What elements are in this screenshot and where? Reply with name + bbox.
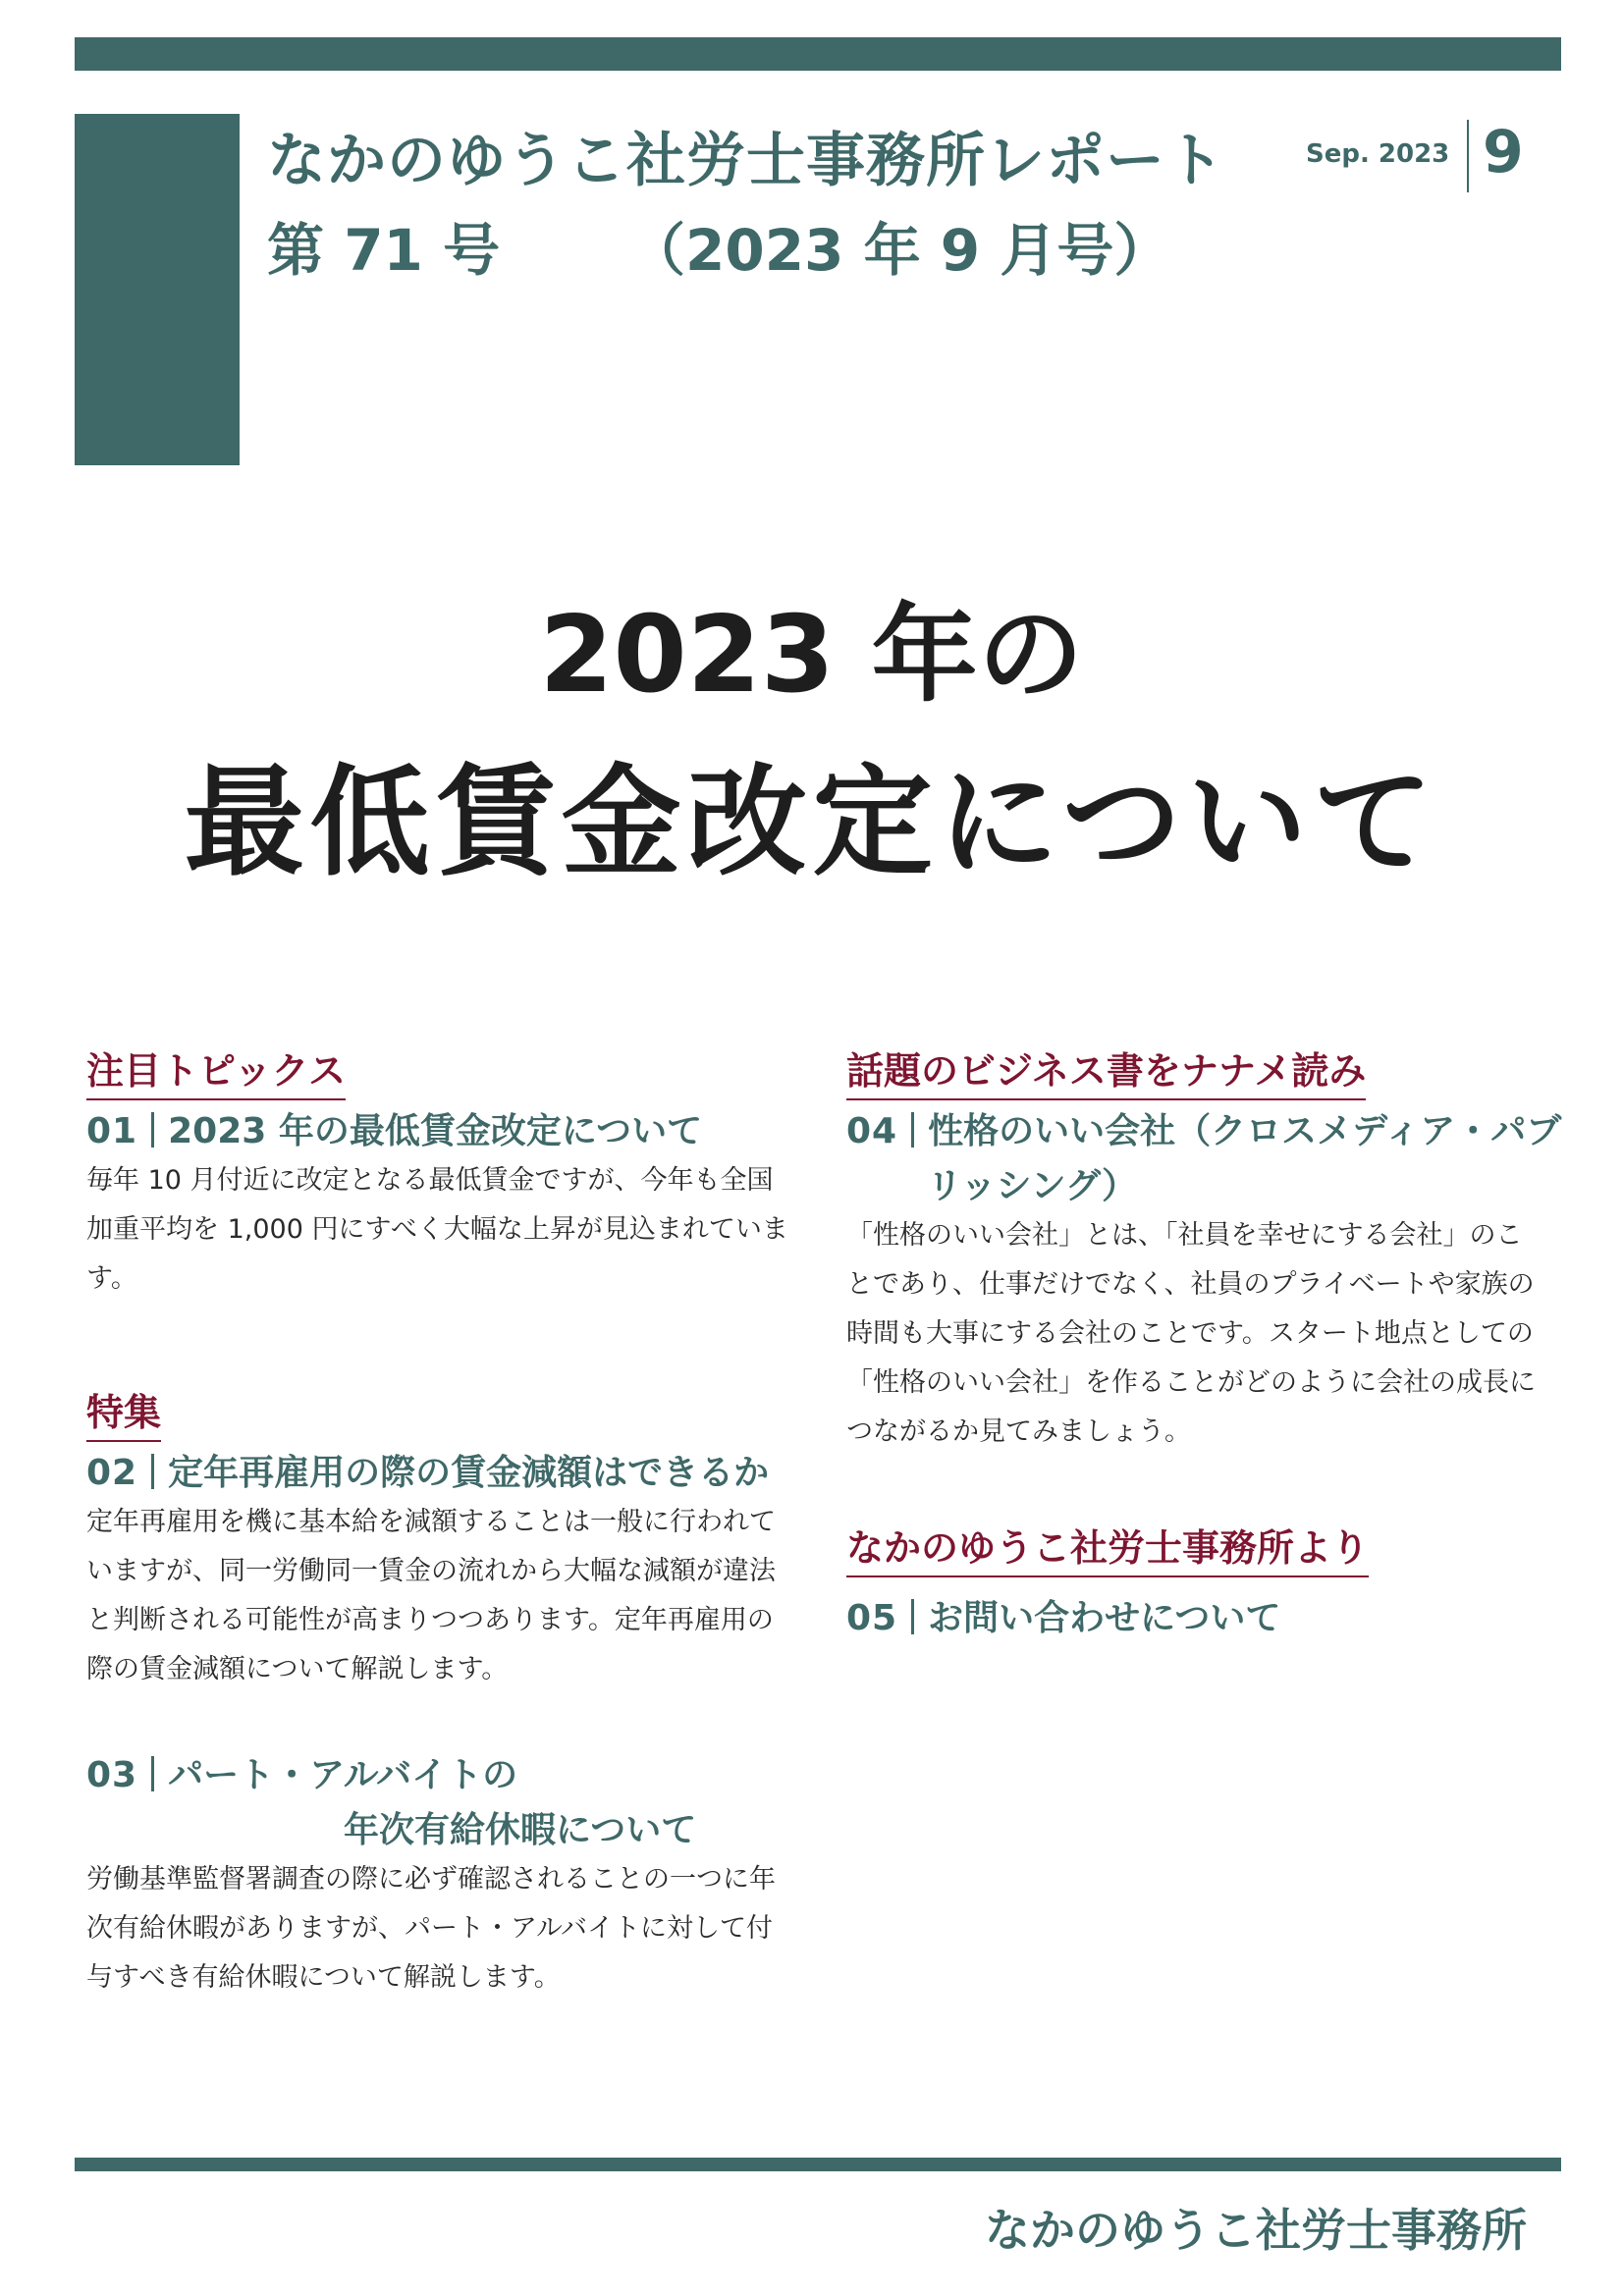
item-05-title[interactable] xyxy=(846,1590,1280,1640)
pipe-divider xyxy=(911,1112,914,1148)
item-04-title-line2[interactable]: リッシング） xyxy=(927,1166,1138,1206)
item-04-body: 「性格のいい会社」とは、「社員を幸せにする会社」のことであり、仕事だけでなく、社員のプライベートや家族の時間も大事にする会社のことです。スタート地点としての「性格のいい会社」を作ることがどのように会社の成長につながるか見てみましょう。 xyxy=(846,1220,1536,1447)
bottom-band xyxy=(75,2158,1561,2171)
pipe-divider xyxy=(151,1756,154,1791)
item-number: 05 xyxy=(846,1598,898,1638)
item-03-title-line2[interactable]: 年次有給休暇について xyxy=(344,1810,697,1850)
item-01-body: 毎年 10 月付近に改定となる最低賃金ですが、今年も全国加重平均を 1,000 円にすべく大幅な上昇が見込まれています。 xyxy=(86,1165,788,1294)
item-title-text: 2023 年の最低賃金改定について xyxy=(168,1111,703,1151)
header-divider xyxy=(1467,120,1469,192)
month-number: 9 xyxy=(1483,118,1524,187)
issue-month: （2023 年 9 月号） xyxy=(628,217,1171,284)
item-04-title[interactable] xyxy=(846,1103,1561,1153)
side-color-block xyxy=(75,114,240,465)
hero-title-line1: 2023 年の xyxy=(539,594,1084,717)
item-number: 03 xyxy=(86,1755,138,1795)
hero-title-line2: 最低賃金改定について xyxy=(184,753,1439,892)
report-title: なかのゆうこ社労士事務所レポート xyxy=(267,127,1225,195)
item-02-title[interactable] xyxy=(86,1445,769,1495)
item-title-text: 性格のいい会社（クロスメディア・パブ xyxy=(928,1111,1562,1151)
pipe-divider xyxy=(911,1599,914,1634)
section-heading-books: 話題のビジネス書をナナメ読み xyxy=(846,1041,1366,1100)
item-title-text: パート・アルバイトの xyxy=(168,1755,518,1795)
issue-number: 第 71 号 xyxy=(267,217,501,284)
item-number: 01 xyxy=(86,1111,138,1151)
section-heading-feature: 特集 xyxy=(86,1382,161,1442)
section-heading-topics: 注目トピックス xyxy=(86,1041,346,1100)
item-02-body: 定年再雇用を機に基本給を減額することは一般に行われていますが、同一労働同一賃金の流れから大幅な減額が違法と判断される可能性が高まりつつあります。定年再雇用の際の賃金減額について解説します。 xyxy=(86,1507,776,1684)
item-03-title[interactable] xyxy=(86,1747,517,1797)
pipe-divider xyxy=(151,1112,154,1148)
issue-date: Sep. 2023 xyxy=(1306,139,1450,169)
pipe-divider xyxy=(151,1454,154,1489)
item-number: 04 xyxy=(846,1111,898,1151)
item-03-body: 労働基準監督署調査の際に必ず確認されることの一つに年次有給休暇がありますが、パート・アルバイトに対して付与すべき有給休暇について解説します。 xyxy=(86,1864,776,1993)
footer-office-name: なかのゆうこ社労士事務所 xyxy=(985,2204,1527,2257)
item-01-title[interactable] xyxy=(86,1103,702,1153)
item-number: 02 xyxy=(86,1453,138,1493)
item-title-text: お問い合わせについて xyxy=(928,1598,1281,1638)
item-title-text: 定年再雇用の際の賃金減額はできるか xyxy=(168,1453,770,1493)
top-band xyxy=(75,37,1561,71)
section-heading-office: なかのゆうこ社労士事務所より xyxy=(846,1518,1369,1577)
